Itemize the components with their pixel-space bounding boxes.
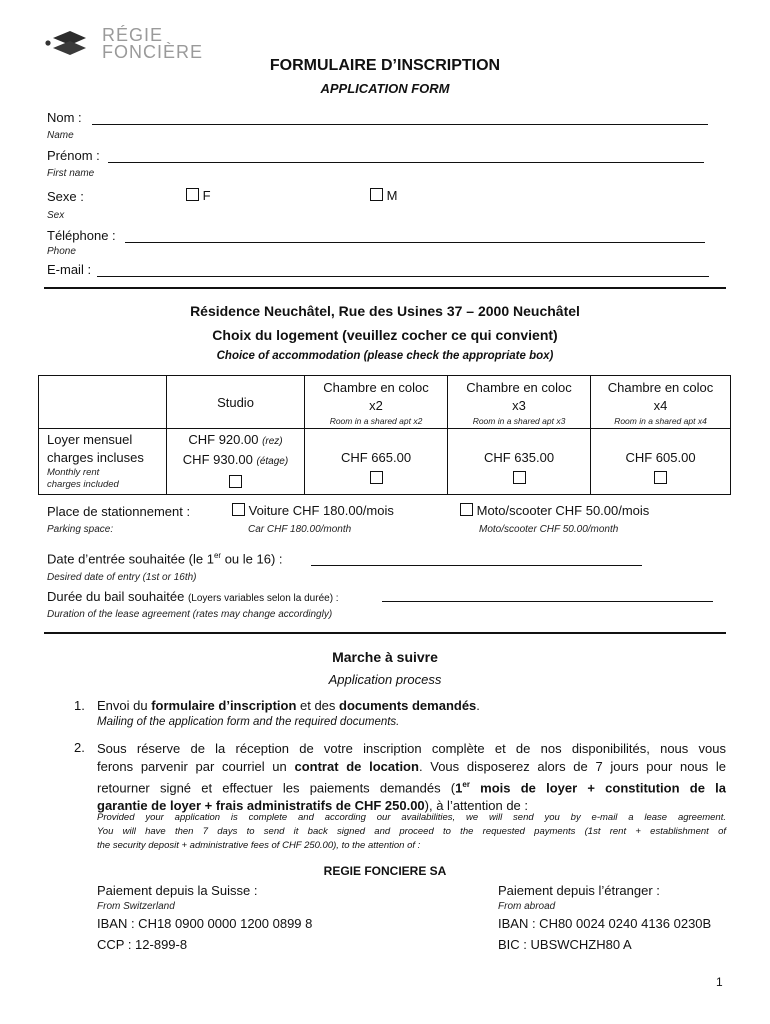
duration-label: Durée du bail souhaitée (Loyers variables selon la durée) : xyxy=(47,589,339,604)
telephone-sub: Phone xyxy=(47,246,76,257)
prenom-label: Prénom : xyxy=(47,148,100,163)
price-x4: CHF 605.00 xyxy=(625,450,696,465)
price-x2: CHF 665.00 xyxy=(340,450,412,465)
prenom-field[interactable] xyxy=(108,162,704,163)
car-sub: Car CHF 180.00/month xyxy=(248,524,352,535)
step1-number: 1. xyxy=(74,698,85,713)
ch-iban: IBAN : CH18 0900 0000 1200 0899 8 xyxy=(97,916,313,931)
residence-title: Résidence Neuchâtel, Rue des Usines 37 – 2000 Neuchâtel xyxy=(190,303,580,319)
sexe-m-label: M xyxy=(386,188,398,203)
row-label-1: Loyer mensuel xyxy=(47,432,133,447)
price-x3: CHF 635.00 xyxy=(483,450,555,465)
nom-label: Nom : xyxy=(47,110,82,125)
duration-sub: Duration of the lease agreement (rates may change accordingly) xyxy=(47,609,333,620)
duration-field[interactable] xyxy=(382,601,713,602)
sexe-label: Sexe : xyxy=(47,189,84,204)
studio-note-1: (rez) xyxy=(262,436,283,447)
nom-sub: Name xyxy=(47,130,74,141)
car-label: Voiture CHF 180.00/mois xyxy=(248,503,394,518)
studio-price-2: CHF 930.00 xyxy=(182,452,253,467)
prenom-sub: First name xyxy=(47,168,95,179)
x2-checkbox[interactable] xyxy=(370,471,383,484)
residence-choice-en: Choice of accommodation (please check the appropriate box) xyxy=(216,350,554,362)
moto-checkbox[interactable] xyxy=(460,503,473,516)
step2-text: Sous réserve de la réception de votre inscription complète et de nos disponibilités, nous vous ferons parvenir par courriel un contrat de location. Vous disposerez alors de 7 jours pour nous le retourner signé et effectuer les paiements demandés (1er mois de loyer + constitution de la garantie de loyer + frais administratifs de CHF 250.00), à l’attention de : xyxy=(97,741,726,814)
col-header-x4-l1: Chambre en coloc xyxy=(607,380,714,395)
col-header-x3-l2: x3 xyxy=(512,398,526,413)
step1-text: Envoi du formulaire d’inscription et des documents demandés. xyxy=(97,698,480,713)
divider-1 xyxy=(44,287,726,289)
moto-sub: Moto/scooter CHF 50.00/month xyxy=(479,524,619,535)
entry-field[interactable] xyxy=(311,565,642,566)
process-title: Marche à suivre xyxy=(332,649,438,665)
entry-sub: Desired date of entry (1st or 16th) xyxy=(47,572,197,583)
page-subtitle: APPLICATION FORM xyxy=(320,81,450,96)
row-label-2: charges incluses xyxy=(47,450,144,465)
col-header-x2-l2: x2 xyxy=(369,398,383,413)
company-name: REGIE FONCIERE SA xyxy=(323,864,447,878)
moto-label: Moto/scooter CHF 50.00/mois xyxy=(476,503,650,518)
accommodation-table xyxy=(38,375,731,495)
sexe-m-checkbox[interactable] xyxy=(370,188,383,201)
row-sub-2: charges included xyxy=(47,479,119,490)
residence-choice: Choix du logement (veuillez cocher ce qui convient) xyxy=(212,327,558,343)
step2-en: Provided your application is complete and according our availabilities, we will send you by e-mail a lease agreement. You will have then 7 days to send it back signed and proceed to the requested payments (1st rent + establishment of the security deposit + administrative fees of CHF 250.00), to the attention of : xyxy=(97,812,726,851)
studio-checkbox[interactable] xyxy=(229,475,242,488)
logo-line1: RÉGIE xyxy=(102,25,164,45)
studio-note-2: (étage) xyxy=(256,456,289,467)
email-field[interactable] xyxy=(97,276,709,277)
email-label: E-mail : xyxy=(47,262,92,277)
parking-label: Place de stationnement : xyxy=(47,504,191,519)
step2-number: 2. xyxy=(74,740,85,755)
col-header-x2-en: Room in a shared apt x2 xyxy=(329,416,423,426)
sexe-f-checkbox[interactable] xyxy=(186,188,199,201)
ch-ccp: CCP : 12-899-8 xyxy=(97,937,188,952)
row-sub-1: Monthly rent xyxy=(47,467,100,478)
step1-en: Mailing of the application form and the required documents. xyxy=(97,716,400,728)
telephone-label: Téléphone : xyxy=(47,228,116,243)
page-number: 1 xyxy=(716,975,723,989)
nom-field[interactable] xyxy=(92,124,708,125)
sexe-f-label: F xyxy=(202,188,211,203)
studio-price-1: CHF 920.00 xyxy=(188,432,259,447)
entry-label: Date d’entrée souhaitée (le 1er ou le 16) : xyxy=(47,551,283,567)
x3-checkbox[interactable] xyxy=(513,471,526,484)
telephone-field[interactable] xyxy=(125,242,705,243)
divider-2 xyxy=(44,632,726,634)
logo-line2: FONCIÈRE xyxy=(102,42,204,62)
sexe-sub: Sex xyxy=(47,210,65,221)
car-checkbox[interactable] xyxy=(232,503,245,516)
col-header-x3-l1: Chambre en coloc xyxy=(466,380,572,395)
col-header-x4-en: Room in a shared apt x4 xyxy=(614,416,707,426)
ch-sub: From Switzerland xyxy=(97,901,175,912)
abroad-label: Paiement depuis l’étranger : xyxy=(498,883,660,898)
col-header-x2-l1: Chambre en coloc xyxy=(323,380,429,395)
abroad-sub: From abroad xyxy=(498,901,556,912)
process-subtitle: Application process xyxy=(328,672,442,687)
col-header-x4-l2: x4 xyxy=(653,398,668,413)
ch-label: Paiement depuis la Suisse : xyxy=(97,883,258,898)
x4-checkbox[interactable] xyxy=(654,471,667,484)
col-header-studio: Studio xyxy=(217,394,254,410)
abroad-bic: BIC : UBSWCHZH80 A xyxy=(498,937,632,952)
parking-sub: Parking space: xyxy=(47,524,114,535)
abroad-iban: IBAN : CH80 0024 0240 4136 0230B xyxy=(498,916,712,931)
page-title: FORMULAIRE D’INSCRIPTION xyxy=(269,57,501,74)
col-header-x3-en: Room in a shared apt x3 xyxy=(472,416,566,426)
